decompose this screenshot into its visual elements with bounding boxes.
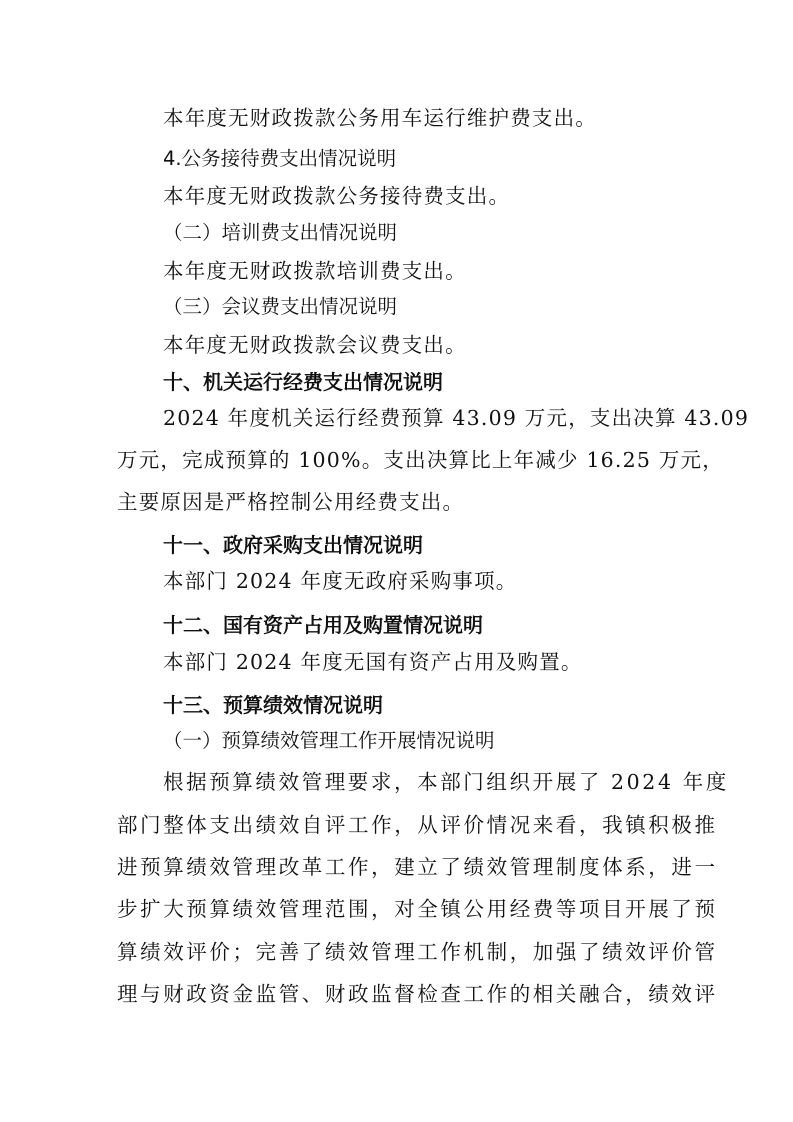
para-operating-3: 主要原因是严格控制公用经费支出。 bbox=[117, 490, 465, 514]
heading-section-13: 十三、预算绩效情况说明 bbox=[163, 693, 383, 717]
heading-training: （二）培训费支出情况说明 bbox=[163, 221, 398, 244]
heading-section-10: 十、机关运行经费支出情况说明 bbox=[163, 370, 443, 394]
para-meeting: 本年度无财政拨款会议费支出。 bbox=[163, 333, 467, 357]
para-training: 本年度无财政拨款培训费支出。 bbox=[163, 259, 467, 283]
para-procurement: 本部门 2024 年度无政府采购事项。 bbox=[163, 569, 518, 593]
para-vehicle-maintenance: 本年度无财政拨款公务用车运行维护费支出。 bbox=[163, 106, 597, 130]
para-performance-3: 进预算绩效管理改革工作，建立了绩效管理制度体系，进一 bbox=[117, 855, 718, 879]
para-performance-5: 算绩效评价；完善了绩效管理工作机制，加强了绩效评价管 bbox=[117, 940, 718, 964]
para-performance-6: 理与财政资金监管、财政监督检查工作的相关融合，绩效评 bbox=[117, 982, 718, 1006]
para-assets: 本部门 2024 年度无国有资产占用及购置。 bbox=[163, 650, 583, 674]
heading-performance-1: （一）预算绩效管理工作开展情况说明 bbox=[163, 729, 495, 752]
para-operating-2: 万元，完成预算的 100%。支出决算比上年减少 16.25 万元， bbox=[117, 448, 724, 472]
para-performance-1: 根据预算绩效管理要求，本部门组织开展了 2024 年度 bbox=[163, 770, 729, 794]
para-performance-4: 步扩大预算绩效管理范围，对全镇公用经费等项目开展了预 bbox=[117, 897, 718, 921]
para-reception: 本年度无财政拨款公务接待费支出。 bbox=[163, 184, 511, 208]
heading-section-12: 十二、国有资产占用及购置情况说明 bbox=[163, 613, 483, 637]
para-performance-2: 部门整体支出绩效自评工作，从评价情况来看，我镇积极推 bbox=[117, 813, 718, 837]
heading-reception: 4.公务接待费支出情况说明 bbox=[163, 147, 397, 170]
para-operating-1: 2024 年度机关运行经费预算 43.09 万元，支出决算 43.09 bbox=[163, 406, 750, 430]
heading-meeting: （三）会议费支出情况说明 bbox=[163, 295, 398, 318]
heading-section-11: 十一、政府采购支出情况说明 bbox=[163, 533, 423, 557]
